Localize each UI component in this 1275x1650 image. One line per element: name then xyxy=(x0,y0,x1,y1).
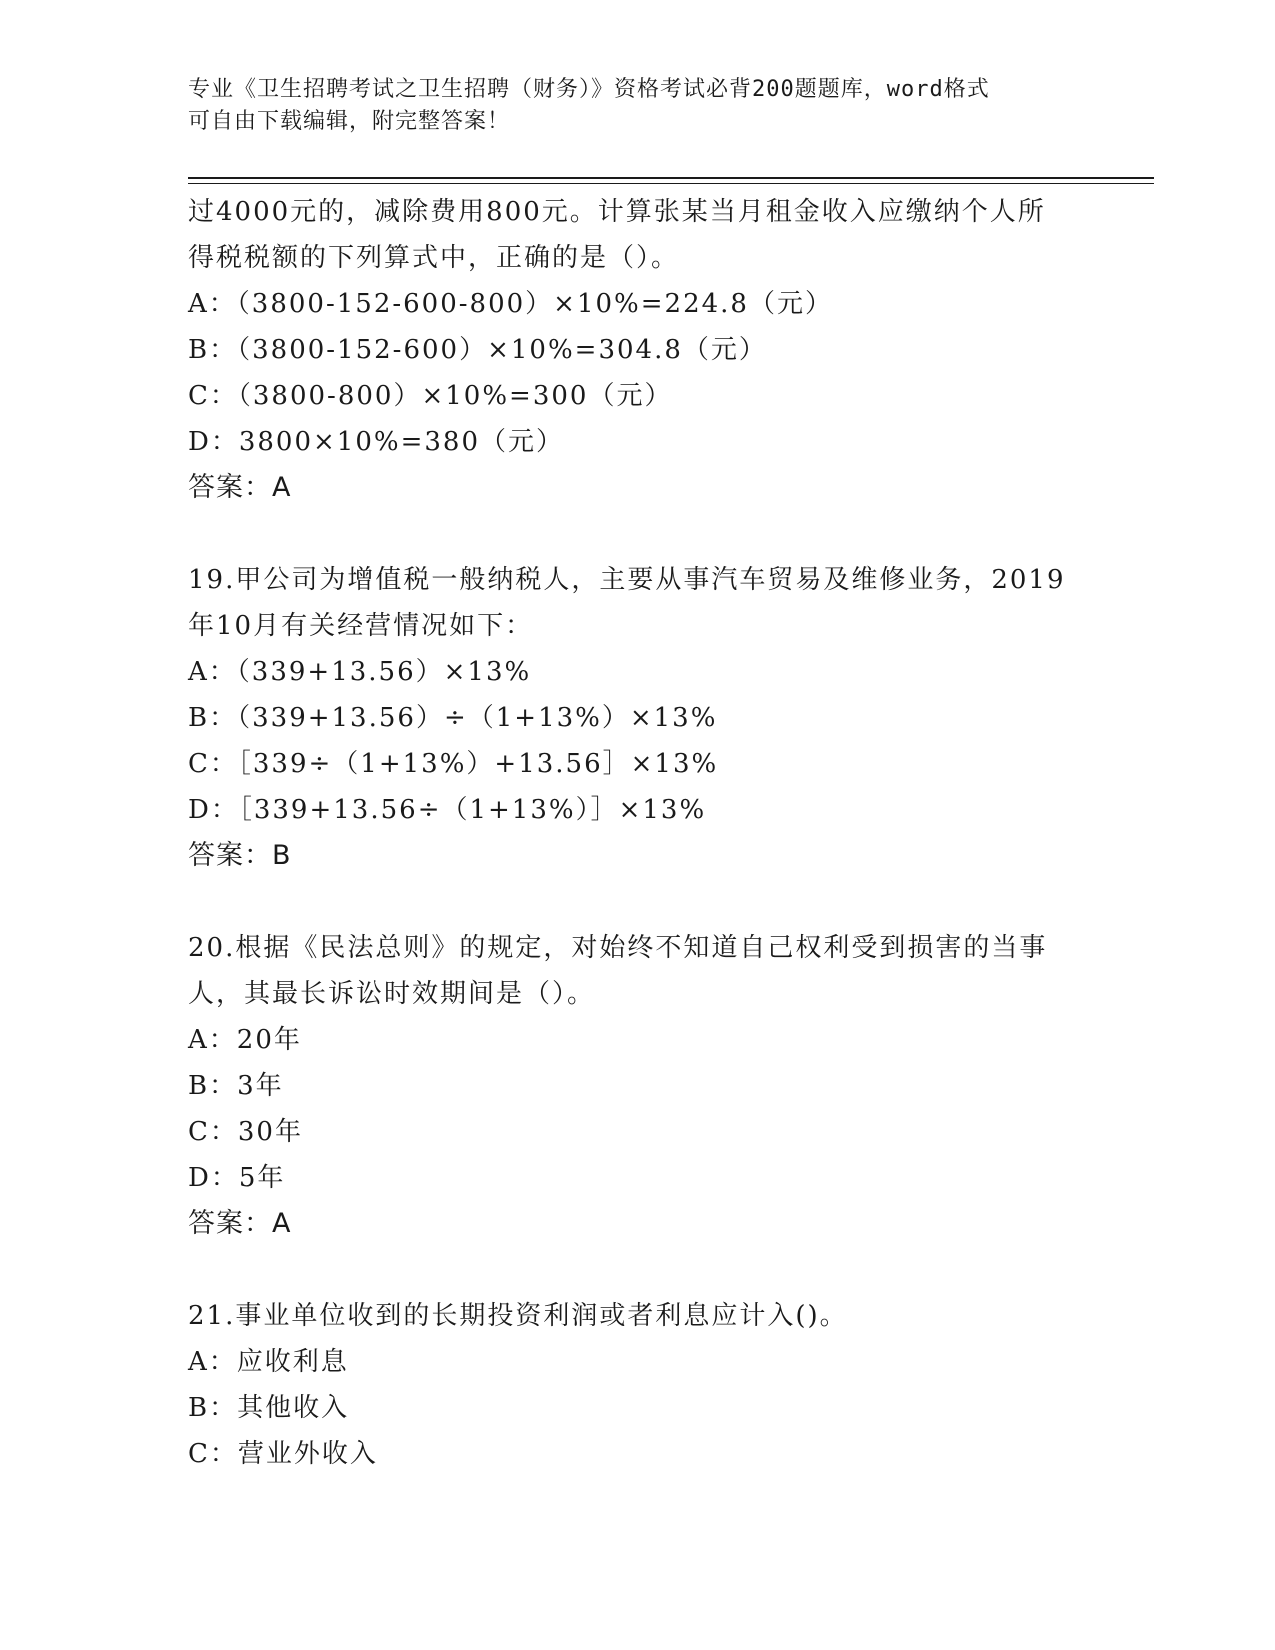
question-list xyxy=(188,189,1088,1477)
question-stem-line: 得税税额的下列算式中，正确的是（）。 xyxy=(188,243,680,273)
option-a: A：（3800-152-600-800）×10%=224.8（元） xyxy=(188,289,833,319)
option-b: B：（3800-152-600）×10%=304.8（元） xyxy=(188,335,767,365)
header-divider-thick xyxy=(188,177,1154,179)
option-d: D：5年 xyxy=(188,1163,286,1193)
document-header xyxy=(188,74,1068,138)
option-c: C：30年 xyxy=(188,1117,303,1147)
option-a: A：（339+13.56）×13% xyxy=(188,657,532,687)
answer-line: 答案：B xyxy=(188,840,292,871)
question-block xyxy=(188,925,1088,1247)
question-block xyxy=(188,1293,1088,1477)
option-d: D：3800×10%=380（元） xyxy=(188,427,564,457)
question-stem-line: 年10月有关经营情况如下： xyxy=(188,611,534,641)
option-b: B：3年 xyxy=(188,1071,284,1101)
answer-line: 答案：A xyxy=(188,472,292,503)
option-b: B：其他收入 xyxy=(188,1393,350,1423)
option-b: B：（339+13.56）÷（1+13%）×13% xyxy=(188,703,718,733)
answer-line: 答案：A xyxy=(188,1208,292,1239)
header-divider-thin xyxy=(188,183,1154,184)
option-a: A：应收利息 xyxy=(188,1347,349,1377)
option-c: C：营业外收入 xyxy=(188,1439,378,1469)
question-spacer xyxy=(188,879,1088,925)
option-c: C：［339÷（1+13%）+13.56］×13% xyxy=(188,749,719,779)
question-spacer xyxy=(188,511,1088,557)
question-block xyxy=(188,557,1088,879)
option-c: C：（3800-800）×10%=300（元） xyxy=(188,381,673,411)
option-d: D：［339+13.56÷（1+13%）］×13% xyxy=(188,795,707,825)
question-stem-line: 19.甲公司为增值税一般纳税人，主要从事汽车贸易及维修业务，2019 xyxy=(188,565,1066,595)
option-a: A：20年 xyxy=(188,1025,302,1055)
header-title-line-2: 可自由下载编辑，附完整答案！ xyxy=(188,109,511,134)
question-stem-line: 21.事业单位收到的长期投资利润或者利息应计入()。 xyxy=(188,1301,848,1331)
question-block xyxy=(188,189,1088,511)
question-stem-line: 过4000元的，减除费用800元。计算张某当月租金收入应缴纳个人所 xyxy=(188,197,1046,227)
question-stem-line: 人，其最长诉讼时效期间是（）。 xyxy=(188,979,596,1009)
question-stem-line: 20.根据《民法总则》的规定，对始终不知道自己权利受到损害的当事 xyxy=(188,933,1048,963)
header-title-line-1: 专业《卫生招聘考试之卫生招聘（财务）》资格考试必背200题题库，word格式 xyxy=(188,77,990,102)
question-spacer xyxy=(188,1247,1088,1293)
